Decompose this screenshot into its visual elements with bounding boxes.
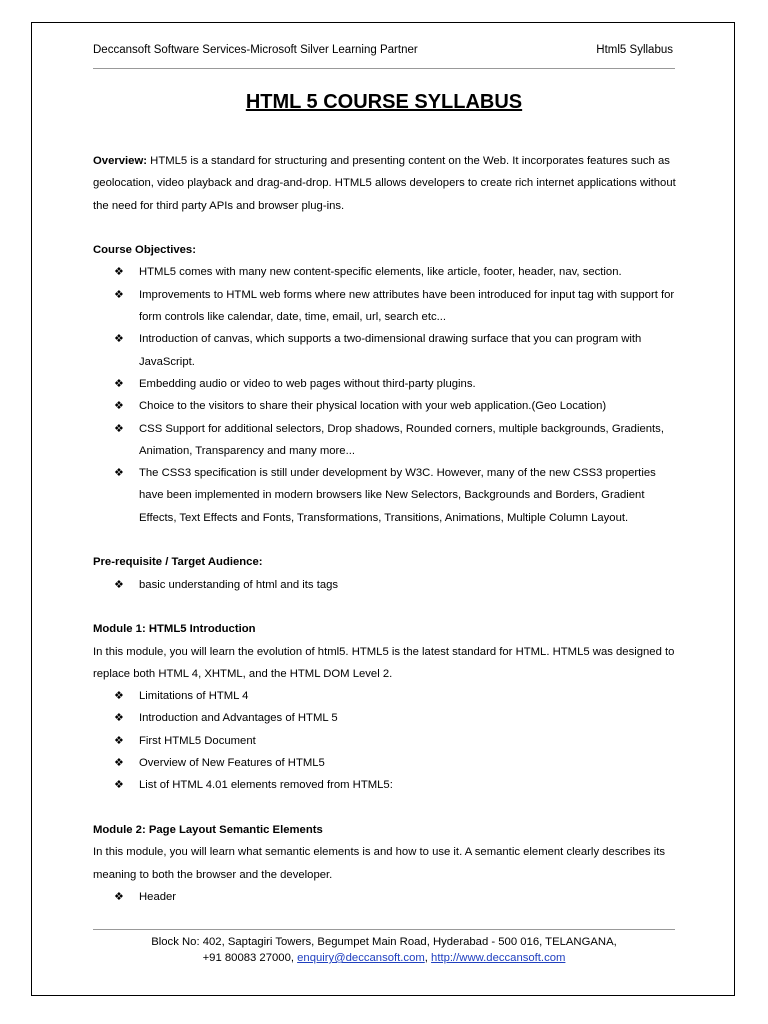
list-item-text: First HTML5 Document xyxy=(139,734,256,747)
list-item-text: List of HTML 4.01 elements removed from HTML5: xyxy=(139,779,393,792)
list-item-text: Embedding audio or video to web pages without third-party plugins. xyxy=(139,377,476,390)
header-divider xyxy=(93,68,675,69)
header-organization: Deccansoft Software Services-Microsoft Silver Learning Partner xyxy=(93,44,418,56)
list-item-text: Header xyxy=(139,890,177,903)
bullet-diamond-icon: ❖ xyxy=(114,757,124,770)
module1-intro: In this module, you will learn the evolution of html5. HTML5 is the latest standard for HTML. HTML5 was designed to replace both HTML 4, XHTML, and the HTML DOM Level 2. xyxy=(93,645,675,680)
prerequisite-heading: Pre-requisite / Target Audience: xyxy=(93,556,263,569)
list-item xyxy=(93,752,678,774)
list-item xyxy=(93,462,678,529)
footer-phone: +91 80083 27000, xyxy=(202,952,298,964)
list-item-text: basic understanding of html and its tags xyxy=(139,578,339,591)
list-item xyxy=(93,328,678,373)
list-item xyxy=(93,373,678,395)
list-item xyxy=(93,774,678,796)
list-item xyxy=(93,418,678,463)
list-item-text: Improvements to HTML web forms where new attributes have been introduced for input tag with support for form controls like calendar, date, time, email, url, search etc... xyxy=(139,288,675,324)
overview-paragraph xyxy=(93,150,678,217)
bullet-diamond-icon: ❖ xyxy=(114,467,124,480)
module1-list xyxy=(93,685,678,796)
list-item-text: The CSS3 specification is still under development by W3C. However, many of the new CSS3 properties have been implemented in modern browsers like New Selectors, Backgrounds and Borders, Gradient Effects, Text Effects and Fonts, Transformations, Transitions, Animations, Multiple Column Layout. xyxy=(139,467,656,524)
prerequisite-list xyxy=(93,574,678,596)
footer-contact xyxy=(0,950,768,966)
module1-heading: Module 1: HTML5 Introduction xyxy=(93,623,256,636)
module2-list xyxy=(93,886,678,908)
bullet-diamond-icon: ❖ xyxy=(114,578,124,591)
bullet-diamond-icon: ❖ xyxy=(114,712,124,725)
bullet-diamond-icon: ❖ xyxy=(114,288,124,301)
list-item xyxy=(93,395,678,417)
bullet-diamond-icon: ❖ xyxy=(114,333,124,346)
objectives-list xyxy=(93,261,678,529)
bullet-diamond-icon: ❖ xyxy=(114,779,124,792)
overview-label: Overview: xyxy=(93,155,148,167)
bullet-diamond-icon: ❖ xyxy=(114,890,124,903)
list-item xyxy=(93,284,678,329)
list-item-text: Choice to the visitors to share their physical location with your web application.(Geo Location) xyxy=(139,400,607,413)
list-item-text: Limitations of HTML 4 xyxy=(139,690,249,703)
list-item xyxy=(93,685,678,707)
overview-text: HTML5 is a standard for structuring and presenting content on the Web. It incorporates features such as geolocation, video playback and drag-and-drop. HTML5 allows developers to create rich internet applications without the need for third party APIs and browser plug-ins. xyxy=(93,155,676,212)
list-item xyxy=(93,730,678,752)
page-title: HTML 5 COURSE SYLLABUS xyxy=(245,91,523,113)
footer-divider xyxy=(93,929,675,930)
module2-heading: Module 2: Page Layout Semantic Elements xyxy=(93,823,323,836)
bullet-diamond-icon: ❖ xyxy=(114,266,124,279)
bullet-diamond-icon: ❖ xyxy=(114,422,124,435)
document-body xyxy=(93,150,678,908)
footer-separator: , xyxy=(424,952,432,964)
bullet-diamond-icon: ❖ xyxy=(114,734,124,747)
list-item-text: Introduction of canvas, which supports a two-dimensional drawing surface that you can program with JavaScript. xyxy=(139,333,642,368)
header-doc-title: Html5 Syllabus xyxy=(596,44,673,56)
bullet-diamond-icon: ❖ xyxy=(114,377,124,390)
list-item xyxy=(93,574,678,596)
list-item xyxy=(93,261,678,283)
module2-intro: In this module, you will learn what semantic elements is and how to use it. A semantic element clearly describes its meaning to both the browser and the developer. xyxy=(93,846,666,881)
footer-email-link[interactable]: enquiry@deccansoft.com xyxy=(297,952,425,964)
footer-website-link[interactable]: http://www.deccansoft.com xyxy=(431,952,566,964)
list-item-text: Overview of New Features of HTML5 xyxy=(139,757,325,770)
footer-address: Block No: 402, Saptagiri Towers, Begumpet Main Road, Hyderabad - 500 016, TELANGANA, xyxy=(151,936,617,948)
list-item xyxy=(93,707,678,729)
objectives-heading: Course Objectives: xyxy=(93,244,196,257)
bullet-diamond-icon: ❖ xyxy=(114,690,124,703)
list-item-text: HTML5 comes with many new content-specific elements, like article, footer, header, nav, section. xyxy=(139,266,622,279)
list-item xyxy=(93,886,678,908)
list-item-text: CSS Support for additional selectors, Drop shadows, Rounded corners, multiple backgrounds, Gradients, Animation, Transparency and many more... xyxy=(139,422,664,457)
list-item-text: Introduction and Advantages of HTML 5 xyxy=(139,712,338,725)
footer xyxy=(0,934,768,966)
bullet-diamond-icon: ❖ xyxy=(114,400,124,413)
